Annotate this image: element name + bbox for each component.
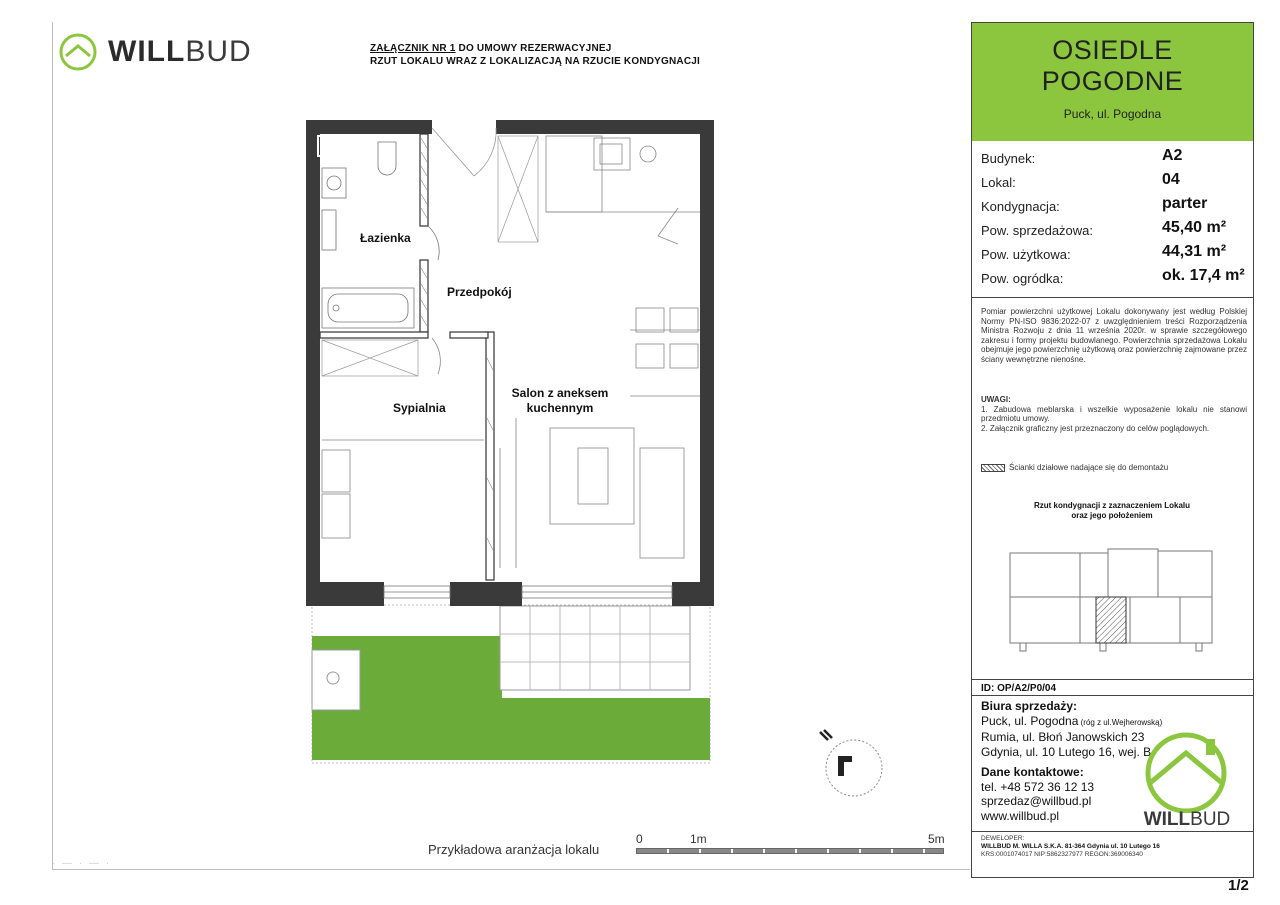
scale-bar-graphic xyxy=(636,848,944,854)
room-label-bedroom: Sypialnia xyxy=(393,401,446,415)
panel-divider xyxy=(972,679,1253,680)
scale-one-meter: 1m xyxy=(690,832,707,846)
logo-wordmark: WILLBUD xyxy=(108,35,252,68)
info-value: 44,31 m² xyxy=(1162,243,1227,260)
floor-minimap xyxy=(1000,543,1226,659)
developer-label: DEWELOPER: xyxy=(981,835,1025,842)
info-row-garden-area xyxy=(981,267,1253,291)
annex-title: DO UMOWY REZERWACYJNEJ xyxy=(455,43,612,54)
info-value: parter xyxy=(1162,195,1208,212)
estate-title-line1: OSIEDLE xyxy=(1052,35,1173,65)
info-value: 04 xyxy=(1162,171,1180,188)
contact-website[interactable]: www.willbud.pl xyxy=(981,808,1060,823)
developer-name: WILLBUD M. WILLA S.K.A. 81-364 Gdynia ul. 10 Lutego 16 xyxy=(981,843,1160,850)
minimap-title xyxy=(992,501,1232,521)
floor-plan-drawing xyxy=(300,118,720,768)
minimap-title-line2: oraz jego położeniem xyxy=(1071,511,1153,520)
notes-block xyxy=(981,395,1247,433)
developer-info xyxy=(981,835,1160,859)
info-key: Lokal: xyxy=(981,175,1016,190)
scale-zero: 0 xyxy=(636,832,643,846)
info-row-sales-area xyxy=(981,219,1253,243)
office-3: Gdynia, ul. 10 Lutego 16, wej. B xyxy=(981,745,1152,759)
document-header xyxy=(370,42,790,68)
developer-ids: KRS:0001074017 NIP:5862327977 REGON:369006340 xyxy=(981,851,1143,858)
panel-divider xyxy=(972,297,1253,298)
room-label-bathroom: Łazienka xyxy=(360,231,411,245)
frame-left xyxy=(52,22,53,870)
north-compass xyxy=(816,724,886,800)
info-row-floor xyxy=(981,195,1253,219)
hatch-swatch-icon xyxy=(981,464,1005,472)
info-key: Kondygnacja: xyxy=(981,199,1060,214)
scale-bar xyxy=(636,832,946,862)
info-key: Pow. sprzedażowa: xyxy=(981,223,1094,238)
info-value: A2 xyxy=(1162,147,1183,164)
offices-title: Biura sprzedaży: xyxy=(981,699,1078,713)
notes-title: UWAGI: xyxy=(981,395,1011,404)
panel-divider xyxy=(972,695,1253,696)
room-label-living-line1: Salon z aneksem xyxy=(511,386,609,400)
info-row-usable-area xyxy=(981,243,1253,267)
logo-wordmark: WILLBUD xyxy=(1143,809,1231,830)
room-label-hall: Przedpokój xyxy=(447,285,512,299)
note-2: 2. Załącznik graficzny jest przeznaczony do celów poglądowych. xyxy=(981,423,1210,433)
page-number: 1/2 xyxy=(1228,877,1249,894)
faded-watermark: · — · — · xyxy=(52,858,112,869)
measurement-note: Pomiar powierzchni użytkowej Lokalu dokonywany jest według Polskiej Normy PN-ISO 9836:2022-07 z uwzględnieniem treści Rozporządzenia Ministra Rozwoju z dnia 11 września 2020r. w sprawie szczegółowego zakresu i formy projektu budowlanego. Powierzchnia sprzedażowa Lokalu obejmuje jego powierzchnię użytkową oraz powierzchnię zajmowane przez ściany wewnętrzne nienośne. xyxy=(981,307,1247,364)
info-row-unit xyxy=(981,171,1253,195)
estate-location: Puck, ul. Pogodna xyxy=(1063,107,1162,121)
panel-divider xyxy=(972,831,1253,832)
minimap-title-line1: Rzut kondygnacji z zaznaczeniem Lokalu xyxy=(1033,501,1191,510)
room-label-living xyxy=(505,386,615,416)
contact-phone[interactable]: tel. +48 572 36 12 13 xyxy=(981,779,1095,794)
floor-plan xyxy=(300,118,720,768)
info-key: Pow. ogródka: xyxy=(981,271,1064,286)
annex-number: ZAŁĄCZNIK NR 1 xyxy=(370,43,456,54)
arrangement-caption: Przykładowa aranżacja lokalu xyxy=(428,842,600,857)
office-1: Puck, ul. Pogodna xyxy=(981,714,1079,728)
info-value: 45,40 m² xyxy=(1162,219,1227,236)
info-key: Pow. użytkowa: xyxy=(981,247,1071,262)
estate-title xyxy=(972,23,1253,97)
panel-header xyxy=(972,23,1253,141)
office-2: Rumia, ul. Błoń Janowskich 23 xyxy=(981,730,1145,744)
unit-id: ID: OP/A2/P0/04 xyxy=(981,683,1057,694)
info-panel xyxy=(971,22,1254,878)
estate-title-line2: POGODNE xyxy=(1041,66,1184,96)
annex-subtitle: RZUT LOKALU WRAZ Z LOKALIZACJĄ NA RZUCIE KONDYGNACJI xyxy=(370,56,701,67)
partition-legend xyxy=(981,463,1247,473)
willbud-logo xyxy=(58,26,258,78)
contact-email[interactable]: sprzedaz@willbud.pl xyxy=(981,794,1092,808)
contact-block xyxy=(981,765,1094,823)
legend-label: Ścianki działowe nadające się do demontażu xyxy=(1009,463,1169,472)
contact-title: Dane kontaktowe: xyxy=(981,765,1084,779)
panel-willbud-logo xyxy=(1122,723,1252,833)
house-circle-icon xyxy=(58,32,98,72)
scale-five-meters: 5m xyxy=(928,832,945,846)
frame-bottom xyxy=(52,869,970,870)
office-1-note: (róg z ul.Wejherowską) xyxy=(1078,718,1163,727)
note-1: 1. Zabudowa meblarska i wszelkie wyposażenie lokalu nie stanowi przedmiotu umowy. xyxy=(981,404,1247,423)
room-label-living-line2: kuchennym xyxy=(526,401,594,415)
info-row-building xyxy=(981,147,1253,171)
info-key: Budynek: xyxy=(981,151,1036,166)
house-circle-icon xyxy=(1122,723,1252,813)
info-value: ok. 17,4 m² xyxy=(1162,267,1245,284)
